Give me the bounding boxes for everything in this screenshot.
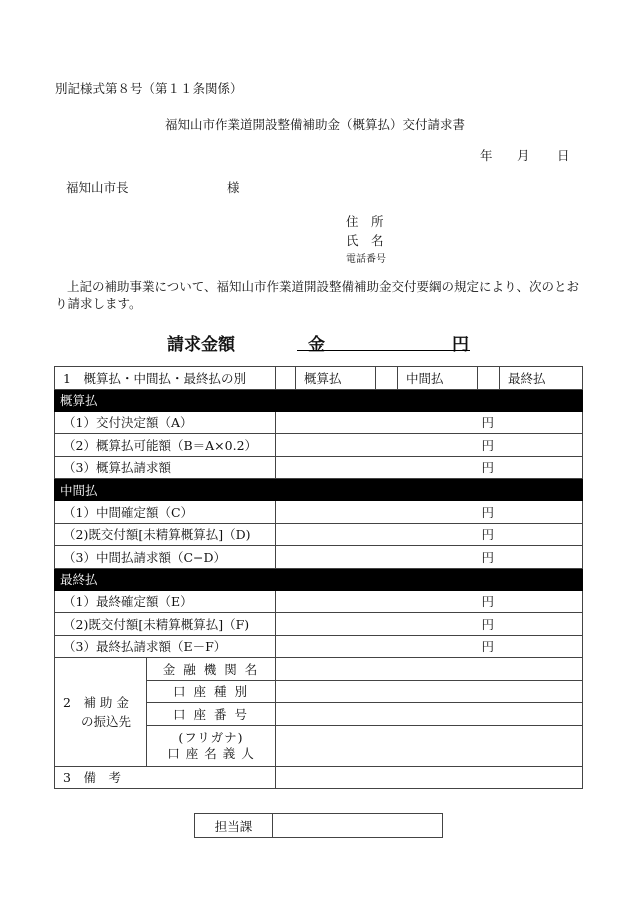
amount-underline <box>297 350 470 351</box>
table-row <box>55 613 583 636</box>
table-row <box>55 501 583 524</box>
amount-field[interactable]: 円 <box>276 434 583 457</box>
bank-name-label: 金 融 機 関 名 <box>147 658 276 681</box>
option-final: 最終払 <box>500 367 583 390</box>
option-interim: 中間払 <box>398 367 478 390</box>
bank-header-line1: 2 補 助 金 <box>63 694 129 710</box>
amount-yen: 円 <box>452 335 469 355</box>
row-label: （1）中間確定額（C） <box>55 501 276 524</box>
row-label: （1）交付決定額（A） <box>55 411 276 434</box>
remarks-field[interactable] <box>276 766 583 789</box>
addressee-honorific: 様 <box>227 180 240 195</box>
row-label: （3）最終払請求額（E－F） <box>55 635 276 658</box>
amount-field[interactable]: 円 <box>276 523 583 546</box>
body-text: 上記の補助事業について、福知山市作業道開設整備補助金交付要綱の規定により、次のとおり請求します。 <box>55 279 580 311</box>
name-label: 氏 名 <box>346 233 384 248</box>
amount-field[interactable]: 円 <box>276 546 583 569</box>
remarks-label: 3 備 考 <box>55 766 276 789</box>
payment-type-label: 1 概算払・中間払・最終払の別 <box>55 367 276 390</box>
bank-row <box>55 658 583 681</box>
section-header-row <box>55 568 583 590</box>
table-row <box>55 590 583 613</box>
row-label: （2）概算払可能額（B＝A×0.2） <box>55 434 276 457</box>
request-table <box>54 366 583 789</box>
form-number: 別記様式第８号（第１１条関係） <box>55 81 243 96</box>
date-year: 年 <box>480 148 493 163</box>
row-label: （3）概算払請求額 <box>55 456 276 479</box>
table-row <box>55 635 583 658</box>
checkbox-lump-sum[interactable] <box>276 367 296 390</box>
payment-type-row <box>55 367 583 390</box>
amount-field[interactable]: 円 <box>276 411 583 434</box>
bank-name-field[interactable] <box>276 658 583 681</box>
document-title: 福知山市作業道開設整備補助金（概算払）交付請求書 <box>164 117 465 132</box>
phone-label: 電話番号 <box>346 254 386 265</box>
date-day: 日 <box>557 148 570 163</box>
checkbox-final[interactable] <box>478 367 500 390</box>
account-holder-label <box>147 725 276 766</box>
row-label: （2)既交付額[未精算概算払]（F) <box>55 613 276 636</box>
table-row <box>55 523 583 546</box>
section-header-row <box>55 389 583 411</box>
responsible-section-table <box>194 813 443 838</box>
bank-section-header <box>55 658 147 767</box>
amount-kin: 金 <box>308 335 325 355</box>
address-label: 住 所 <box>346 214 384 229</box>
amount-field[interactable]: 円 <box>276 456 583 479</box>
section-header-interim: 中間払 <box>55 479 583 501</box>
remarks-row <box>55 766 583 789</box>
account-type-field[interactable] <box>276 680 583 703</box>
bank-header-line2: の振込先 <box>81 713 132 729</box>
option-lump-sum: 概算払 <box>296 367 376 390</box>
section-header-row <box>55 479 583 501</box>
amount-field[interactable]: 円 <box>276 635 583 658</box>
account-holder-field[interactable] <box>276 725 583 766</box>
amount-field[interactable]: 円 <box>276 501 583 524</box>
account-holder-text: 口 座 名 義 人 <box>167 745 255 761</box>
section-header-lump-sum: 概算払 <box>55 389 583 411</box>
row-label: （3）中間払請求額（C−D） <box>55 546 276 569</box>
amount-label: 請求金額 <box>167 335 235 355</box>
section-header-final: 最終払 <box>55 568 583 590</box>
addressee-name: 福知山市長 <box>66 180 129 195</box>
row-label: （1）最終確定額（E） <box>55 590 276 613</box>
checkbox-interim[interactable] <box>376 367 398 390</box>
account-number-field[interactable] <box>276 703 583 726</box>
table-row <box>55 546 583 569</box>
responsible-section-row <box>195 814 443 838</box>
responsible-section-label: 担当課 <box>195 814 273 838</box>
amount-field[interactable]: 円 <box>276 613 583 636</box>
furigana-label: (フリガナ) <box>178 729 244 745</box>
row-label: （2)既交付額[未精算概算払]（D) <box>55 523 276 546</box>
table-row <box>55 411 583 434</box>
account-type-label: 口 座 種 別 <box>147 680 276 703</box>
account-number-label: 口 座 番 号 <box>147 703 276 726</box>
date-month: 月 <box>517 148 530 163</box>
amount-field[interactable]: 円 <box>276 590 583 613</box>
table-row <box>55 434 583 457</box>
table-row <box>55 456 583 479</box>
responsible-section-field[interactable] <box>273 814 443 838</box>
